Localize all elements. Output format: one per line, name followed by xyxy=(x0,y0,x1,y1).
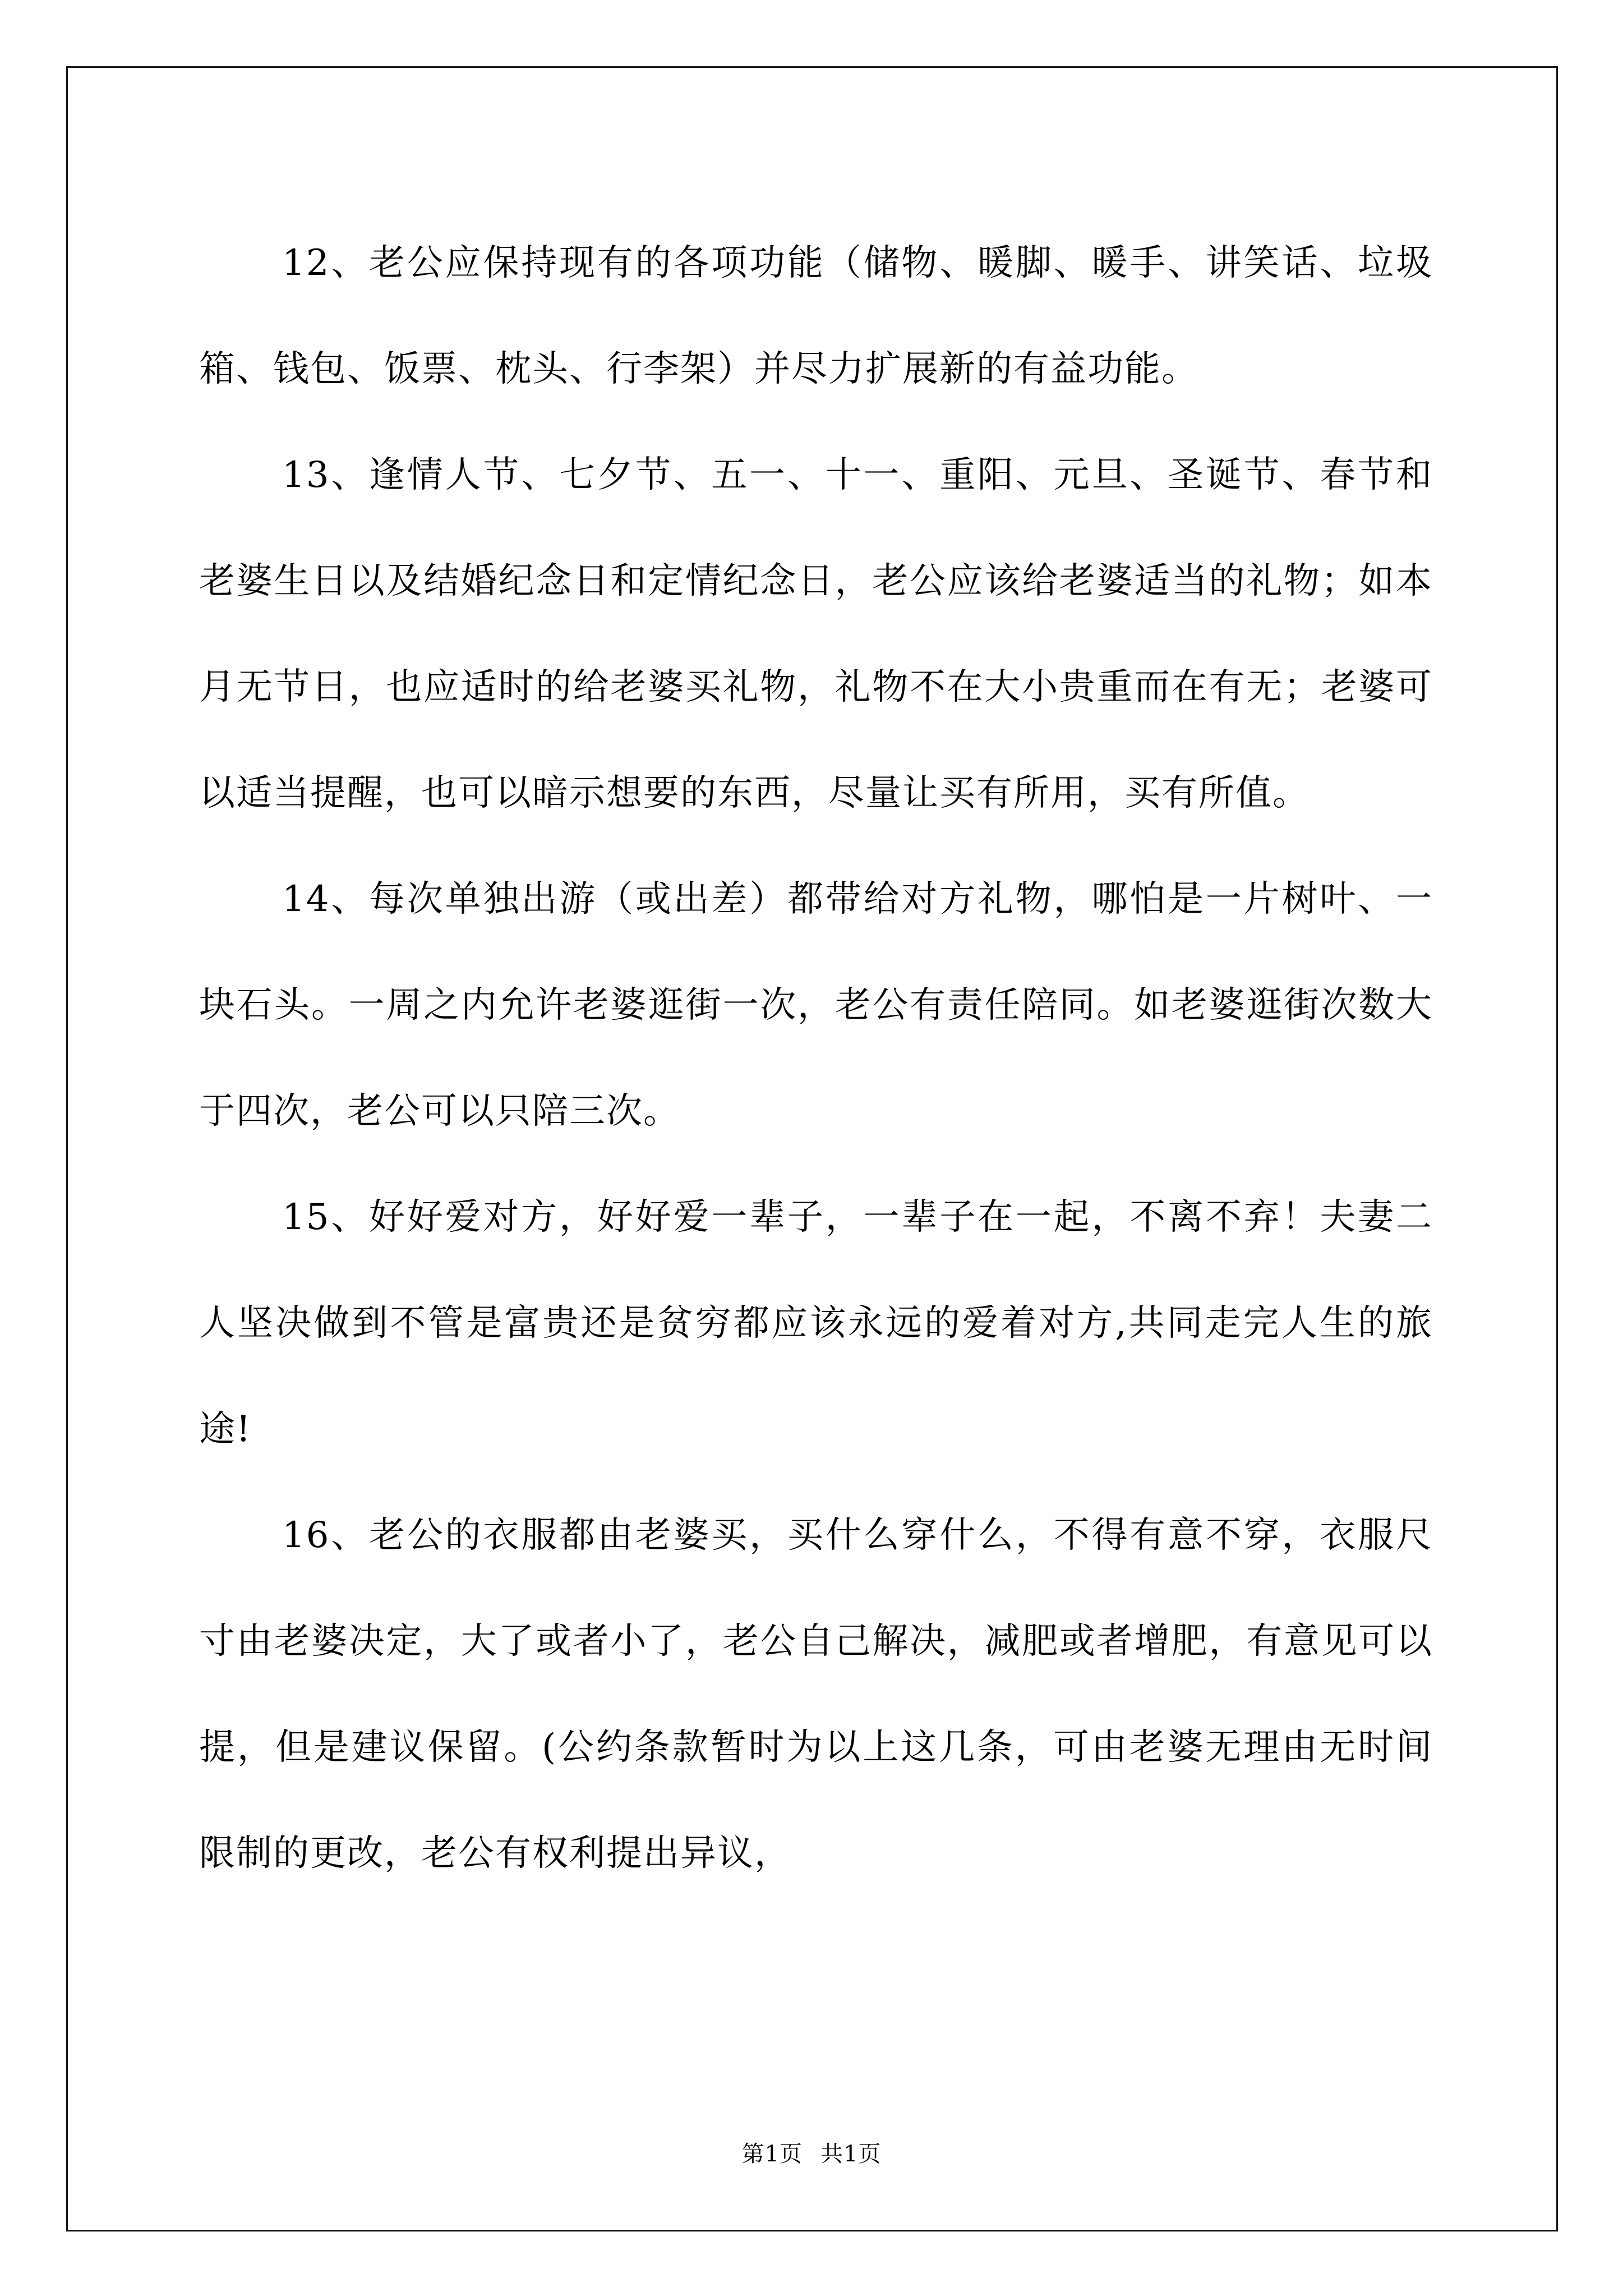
page-footer xyxy=(0,2137,1623,2171)
paragraph-14: 14、每次单独出游（或出差）都带给对方礼物，哪怕是一片树叶、一块石头。一周之内允许老婆逛街一次，老公有责任陪同。如老婆逛街次数大于四次，老公可以只陪三次。 xyxy=(199,878,1433,1132)
document-body xyxy=(199,210,1433,1907)
page-total: 共1页 xyxy=(820,2141,882,2167)
paragraph-13: 13、逢情人节、七夕节、五一、十一、重阳、元旦、圣诞节、春节和老婆生日以及结婚纪念日和定情纪念日，老公应该给老婆适当的礼物；如本月无节日，也应适时的给老婆买礼物，礼物不在大小贵重而在有无；老婆可以适当提醒，也可以暗示想要的东西，尽量让买有所用，买有所值。 xyxy=(199,454,1433,814)
paragraph-16: 16、老公的衣服都由老婆买，买什么穿什么，不得有意不穿，衣服尺寸由老婆决定，大了或者小了，老公自己解决，减肥或者增肥，有意见可以提，但是建议保留。(公约条款暂时为以上这几条，可由老婆无理由无时间限制的更改，老公有权利提出异议， xyxy=(199,1515,1433,1874)
paragraph-12: 12、老公应保持现有的各项功能（储物、暖脚、暖手、讲笑话、垃圾箱、钱包、饭票、枕头、行李架）并尽力扩展新的有益功能。 xyxy=(199,242,1433,390)
paragraph-15: 15、好好爱对方，好好爱一辈子，一辈子在一起，不离不弃！夫妻二人坚决做到不管是富贵还是贫穷都应该永远的爱着对方,共同走完人生的旅途! xyxy=(199,1197,1433,1450)
page-number: 第1页 xyxy=(741,2141,803,2167)
